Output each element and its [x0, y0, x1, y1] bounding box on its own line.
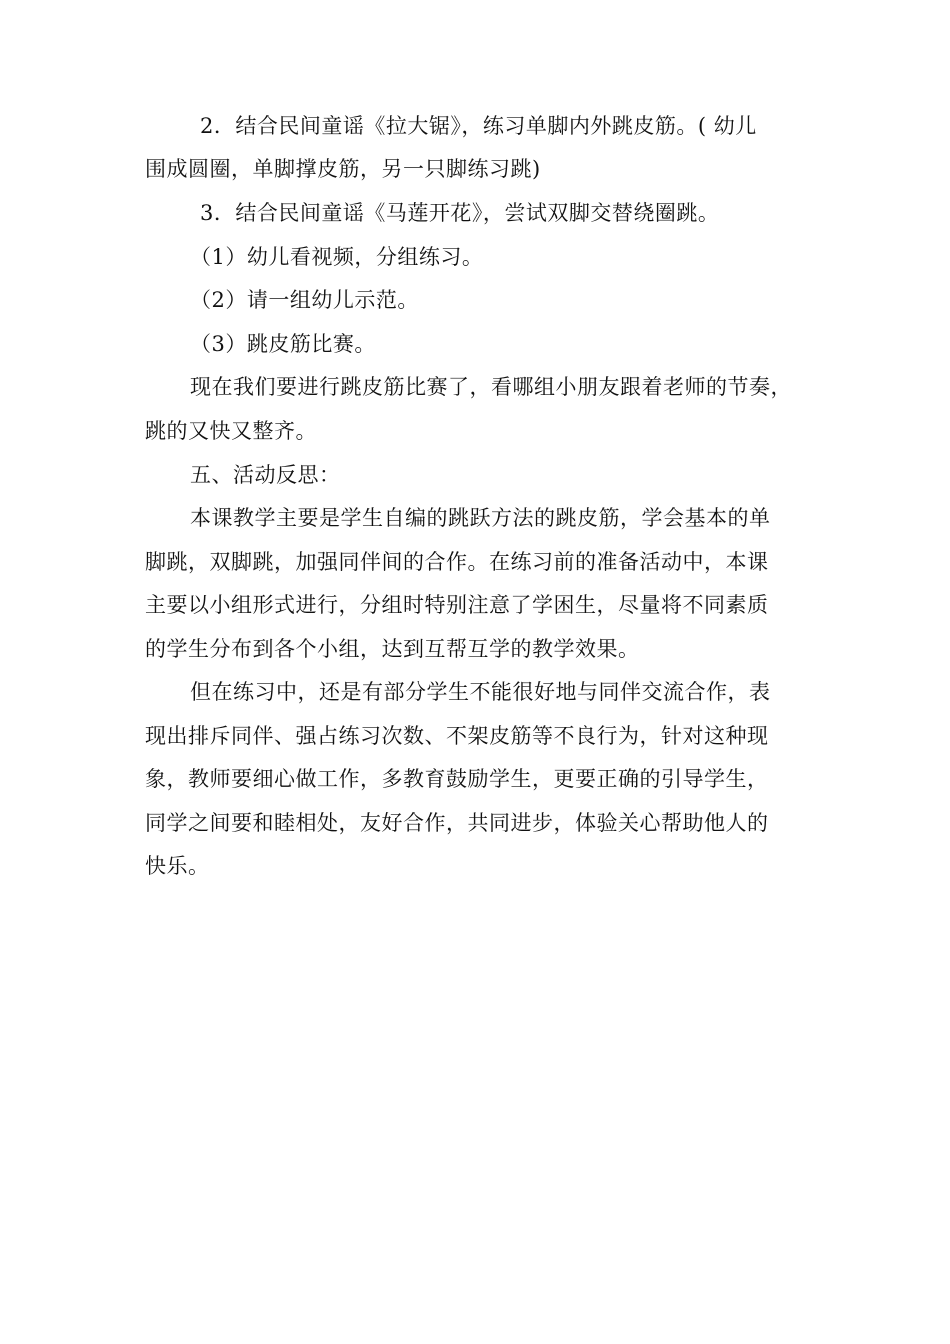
text-line: （2）请一组幼儿示范。 — [190, 288, 419, 312]
text-line: 主要以小组形式进行，分组时特别注意了学困生，尽量将不同素质 — [145, 593, 769, 617]
text-line: 快乐。 — [145, 854, 210, 878]
text-line: 跳的又快又整齐。 — [145, 419, 317, 443]
text-line: 3．结合民间童谣《马莲开花》，尝试双脚交替绕圈跳。 — [200, 201, 720, 225]
text-line: （3）跳皮筋比赛。 — [190, 332, 376, 356]
section-heading: 五、活动反思： — [190, 463, 341, 487]
text-line: 的学生分布到各个小组，达到互帮互学的教学效果。 — [145, 637, 640, 661]
text-line: 现出排斥同伴、强占练习次数、不架皮筋等不良行为，针对这种现 — [145, 724, 769, 748]
text-line: 但在练习中，还是有部分学生不能很好地与同伴交流合作，表 — [190, 680, 771, 704]
text-line: 同学之间要和睦相处，友好合作，共同进步，体验关心帮助他人的 — [145, 811, 769, 835]
text-line: 本课教学主要是学生自编的跳跃方法的跳皮筋，学会基本的单 — [190, 506, 771, 530]
text-line: 现在我们要进行跳皮筋比赛了，看哪组小朋友跟着老师的节奏， — [190, 375, 792, 399]
text-line: （1）幼儿看视频，分组练习。 — [190, 245, 484, 269]
text-line: 脚跳，双脚跳，加强同伴间的合作。在练习前的准备活动中，本课 — [145, 550, 769, 574]
text-line: 象，教师要细心做工作，多教育鼓励学生，更要正确的引导学生， — [145, 767, 769, 791]
text-line: 围成圆圈，单脚撑皮筋，另一只脚练习跳) — [145, 157, 541, 181]
text-line: 2．结合民间童谣《拉大锯》，练习单脚内外跳皮筋。( 幼儿 — [200, 114, 757, 138]
